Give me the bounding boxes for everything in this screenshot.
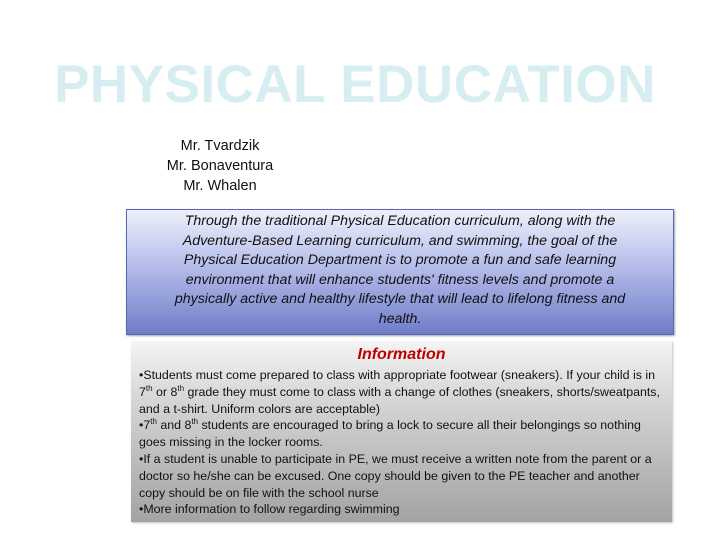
mission-line: environment that will enhance students' fitness levels and promote a [185, 271, 615, 288]
info-bullet: •If a student is unable to participate in PE, we must receive a written note from the parent or a doctor so he/she can be excused. One copy should be given to the PE teacher and another copy should be on file with the school nurse [139, 451, 652, 500]
teacher-name: Mr. Tvardzik [180, 138, 260, 154]
mission-statement [137, 212, 663, 329]
superscript: th [150, 417, 157, 427]
bullet-text: •7 [139, 418, 151, 433]
mission-line: physically active and healthy lifestyle that will lead to lifelong fitness and [174, 291, 626, 307]
teacher-name: Mr. Bonaventura [166, 158, 274, 174]
superscript: th [177, 383, 185, 393]
superscript: th [145, 383, 153, 393]
bullet-text: students are encouraged to bring a lock to secure all their belongings so nothing goes missing in the locker rooms. [139, 418, 641, 450]
mission-line: Adventure-Based Learning curriculum, and swimming, the goal of the [182, 232, 618, 249]
mission-line: health. [378, 310, 422, 327]
mission-statement-box [126, 209, 674, 335]
info-bullet [139, 417, 664, 451]
bullet-text: and 8 [156, 418, 192, 433]
page-title: PHYSICAL EDUCATION [54, 55, 656, 114]
information-heading: Information [357, 346, 446, 363]
information-body [139, 367, 664, 518]
teacher-name: Mr. Whalen [183, 178, 257, 194]
superscript: th [191, 417, 199, 427]
bullet-text: grade they must come to class with a change of clothes (sneakers, shorts/sweatpants, and a t-shirt. Uniform colors are acceptable) [139, 384, 660, 416]
bullet-text: or 8 [152, 384, 178, 399]
info-bullet [139, 367, 664, 417]
teacher-list [120, 136, 320, 196]
information-box [131, 341, 672, 522]
info-bullet: •More information to follow regarding swimming [139, 502, 400, 517]
mission-line: Physical Education Department is to promote a fun and safe learning [183, 252, 617, 268]
bullet-text: •Students must come prepared to class with appropriate footwear (sneakers). If your child is in 7 [139, 368, 656, 399]
mission-line: Through the traditional Physical Education curriculum, along with the [184, 213, 616, 229]
